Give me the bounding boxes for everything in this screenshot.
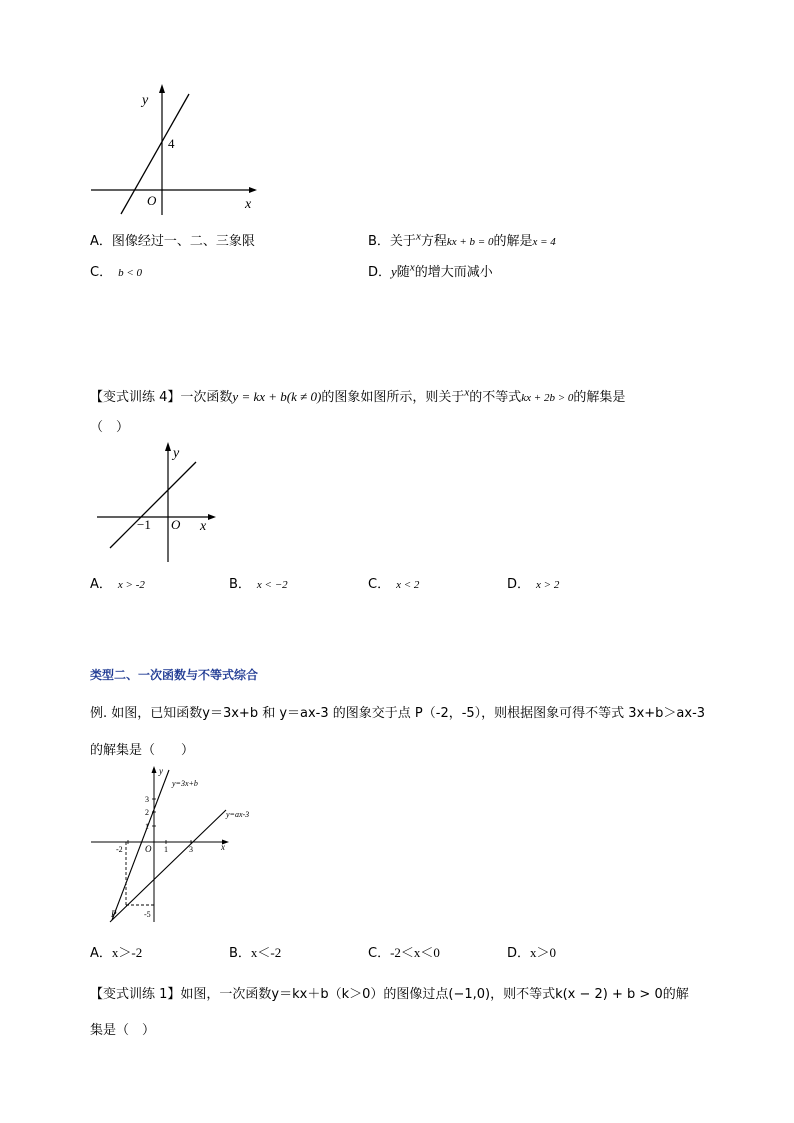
q4-stem-line-1	[90, 983, 689, 1002]
q1-option-a[interactable]	[90, 230, 255, 249]
graph2-y-label: y	[173, 446, 180, 461]
q2-inequality: kx + 2b > 0	[521, 392, 574, 404]
q2-text: 的图象如图所示，则关于	[321, 390, 465, 405]
equation: kx + b = 0	[446, 236, 494, 248]
q3-option-c[interactable]	[368, 942, 440, 961]
q3-option-d[interactable]	[507, 942, 556, 961]
graph3-origin-label: O	[145, 844, 152, 854]
option-text: x＞-2	[111, 945, 143, 960]
option-text: -2＜x＜0	[390, 945, 440, 960]
q2-label: 【变式训练 4】	[90, 390, 181, 405]
q4-label: 【变式训练 1】	[90, 987, 181, 1002]
graph3-line2-label: y=ax-3	[226, 810, 250, 819]
option-text: 的解是	[493, 234, 533, 249]
q2-text: 一次函数	[180, 390, 233, 405]
graph-3	[88, 762, 263, 927]
graph1-x-label: x	[245, 197, 252, 212]
option-letter: B．	[368, 234, 390, 249]
graph3-y-label: y	[159, 766, 163, 776]
option-text: x > -2	[117, 579, 145, 591]
variable: x	[464, 386, 470, 399]
graph3-point-p-label: P	[111, 909, 117, 919]
option-letter: D．	[507, 946, 531, 961]
example-line-1: 例. 如图，已知函数y＝3x+b 和 y＝ax-3 的图象交于点 P（-2，-5），则根据图象可得不等式 3x+b＞ax-3	[90, 706, 706, 721]
q2-text: 的解集是	[573, 390, 626, 405]
example-line-2: 的解集是（ ）	[90, 743, 195, 758]
q3-option-b[interactable]	[229, 942, 281, 961]
option-letter: C．	[90, 265, 113, 280]
solution: x = 4	[532, 236, 556, 248]
graph3-tick-x1: 1	[164, 845, 168, 854]
option-letter: D．	[368, 265, 392, 280]
q2-stem	[90, 386, 625, 405]
graph1-origin-label: O	[147, 193, 157, 208]
graph3-x-label: x	[221, 842, 225, 852]
option-text: x＜-2	[250, 945, 282, 960]
option-text: 关于	[389, 234, 416, 249]
q4-stem-line-2: 集是（ ）	[90, 1023, 156, 1038]
q4-text: 如图，一次函数y＝kx＋b（k＞0）的图像过点(−1,0)，则不等式k(x − 2) + b > 0的解	[180, 987, 689, 1002]
variable: x	[409, 261, 415, 274]
graph2-origin-label: O	[171, 517, 181, 532]
variable: y	[391, 264, 397, 279]
graph3-line1-label: y=3x+b	[172, 779, 198, 788]
option-letter: B．	[229, 577, 251, 592]
graph1-intercept-label: 4	[168, 136, 175, 151]
option-letter: D．	[507, 577, 531, 592]
graph1-y-label: y	[142, 93, 149, 108]
option-letter: A．	[90, 946, 112, 961]
option-letter: A．	[90, 234, 112, 249]
graph3-tick-x3: 3	[189, 845, 193, 854]
option-text: x < 2	[396, 579, 420, 591]
option-letter: B．	[229, 946, 251, 961]
option-letter: C．	[368, 946, 391, 961]
graph2-x-label: x	[200, 519, 207, 534]
option-text: x > 2	[536, 579, 560, 591]
graph3-tick-2: 2	[145, 808, 149, 817]
graph-2	[93, 440, 223, 565]
graph3-tick-neg2: -2	[116, 845, 123, 854]
section-title: 类型二、一次函数与不等式综合	[90, 668, 259, 682]
q2-option-c[interactable]	[368, 573, 419, 592]
option-text: x < −2	[256, 579, 288, 591]
option-text: 方程	[420, 234, 447, 249]
q2-option-b[interactable]	[229, 573, 288, 592]
variable: x	[415, 230, 421, 243]
q1-option-c[interactable]	[90, 261, 142, 280]
q2-text: 的不等式	[469, 390, 522, 405]
q2-option-d[interactable]	[507, 573, 559, 592]
option-text: b < 0	[118, 267, 143, 279]
option-letter: A．	[90, 577, 112, 592]
option-text: 随	[396, 265, 410, 280]
option-letter: C．	[368, 577, 391, 592]
q1-option-d[interactable]	[368, 261, 493, 280]
q3-option-a[interactable]	[90, 942, 142, 961]
q1-option-b[interactable]	[368, 230, 556, 249]
option-text: 的增大而减小	[414, 265, 493, 280]
graph3-tick-1: 1	[145, 822, 149, 831]
q2-function: y = kx + b(k ≠ 0)	[232, 389, 322, 404]
q2-option-a[interactable]	[90, 573, 145, 592]
option-text: x＞0	[530, 945, 557, 960]
q2-paren: （ ）	[90, 420, 130, 435]
graph-1	[85, 80, 265, 220]
graph3-tick-3: 3	[145, 795, 149, 804]
option-text: 图像经过一、二、三象限	[111, 234, 255, 249]
graph2-tick-label: −1	[137, 517, 151, 532]
graph3-tick-neg5: -5	[144, 910, 151, 919]
